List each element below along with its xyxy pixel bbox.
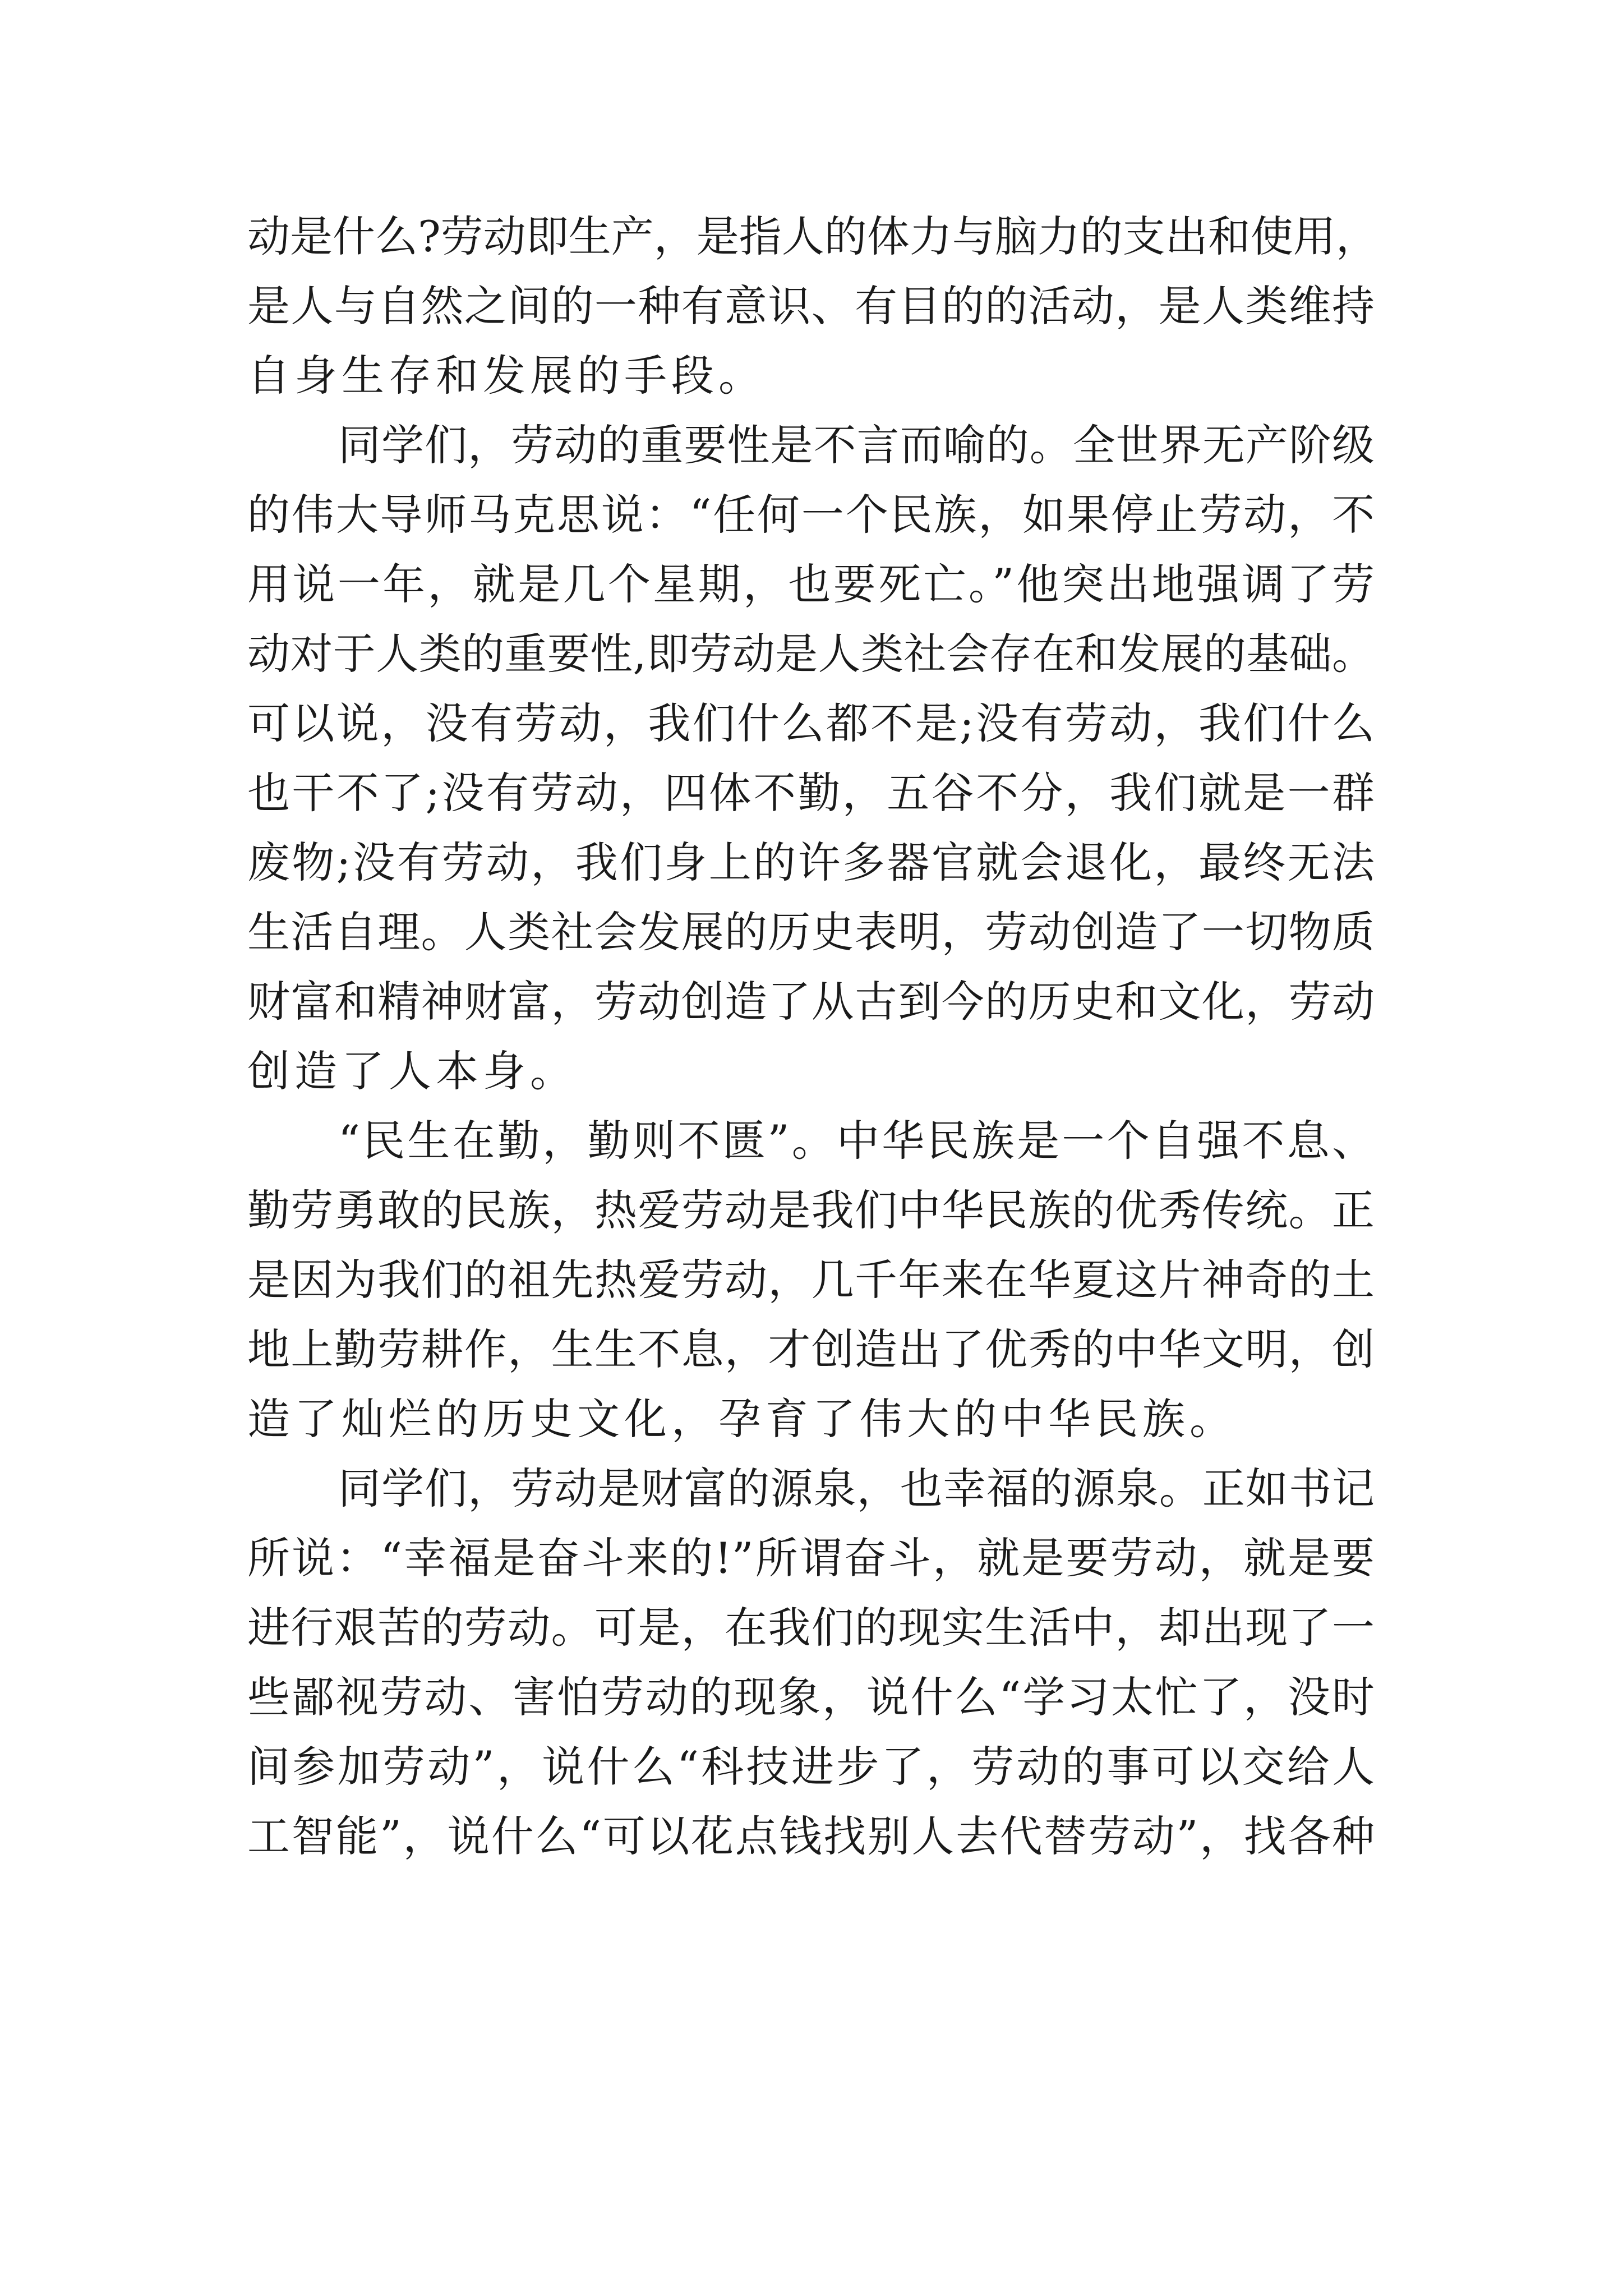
- text-line: 创造了人本身。: [247, 1046, 577, 1096]
- text-line: 造了灿烂的历史文化，孕育了伟大的中华民族。: [247, 1394, 1237, 1444]
- text-line: 动是什么?劳动即生产，是指人的体力与脑力的支出和使用，: [247, 211, 1378, 261]
- text-line: “民生在勤，勤则不匮”。中华民族是一个自强不息、: [338, 1116, 1375, 1166]
- text-line: 所说：“幸福是奋斗来的!”所谓奋斗，就是要劳动，就是要: [247, 1533, 1375, 1583]
- text-line: 工智能”，说什么“可以花点钱找别人去代替劳动”，找各种: [247, 1811, 1375, 1861]
- text-line: 可以说，没有劳动，我们什么都不是;没有劳动，我们什么: [247, 698, 1375, 748]
- text-line: 用说一年，就是几个星期，也要死亡。”他突出地强调了劳: [247, 559, 1375, 609]
- text-line: 废物;没有劳动，我们身上的许多器官就会退化，最终无法: [247, 838, 1375, 887]
- text-line: 同学们，劳动的重要性是不言而喻的。全世界无产阶级: [338, 420, 1375, 470]
- paragraph-3: [247, 1106, 1375, 1454]
- text-line: 也干不了;没有劳动，四体不勤，五谷不分，我们就是一群: [247, 768, 1375, 818]
- text-line: 动对于人类的重要性,即劳动是人类社会存在和发展的基础。: [247, 629, 1375, 679]
- paragraph-4: [247, 1454, 1375, 1871]
- paragraph-1: [247, 202, 1378, 411]
- text-line: 自身生存和发展的手段。: [247, 351, 766, 401]
- body-text: [247, 202, 1378, 1871]
- text-line: 的伟大导师马克思说：“任何一个民族，如果停止劳动，不: [247, 490, 1375, 540]
- text-line: 进行艰苦的劳动。可是，在我们的现实生活中，却出现了一: [247, 1603, 1375, 1653]
- text-line: 间参加劳动”，说什么“科技进步了，劳动的事可以交给人: [247, 1742, 1375, 1792]
- text-line: 同学们，劳动是财富的源泉，也幸福的源泉。正如书记: [338, 1464, 1375, 1513]
- text-line: 地上勤劳耕作，生生不息，才创造出了优秀的中华文明，创: [247, 1324, 1375, 1374]
- text-line: 是人与自然之间的一种有意识、有目的的活动，是人类维持: [247, 281, 1375, 331]
- paragraph-2: [247, 411, 1375, 1106]
- text-line: 财富和精神财富，劳动创造了从古到今的历史和文化，劳动: [247, 977, 1375, 1027]
- text-line: 是因为我们的祖先热爱劳动，几千年来在华夏这片神奇的土: [247, 1255, 1375, 1305]
- text-line: 生活自理。人类社会发展的历史表明，劳动创造了一切物质: [247, 907, 1375, 957]
- text-line: 勤劳勇敢的民族，热爱劳动是我们中华民族的优秀传统。正: [247, 1185, 1375, 1235]
- text-line: 些鄙视劳动、害怕劳动的现象，说什么“学习太忙了，没时: [247, 1672, 1375, 1722]
